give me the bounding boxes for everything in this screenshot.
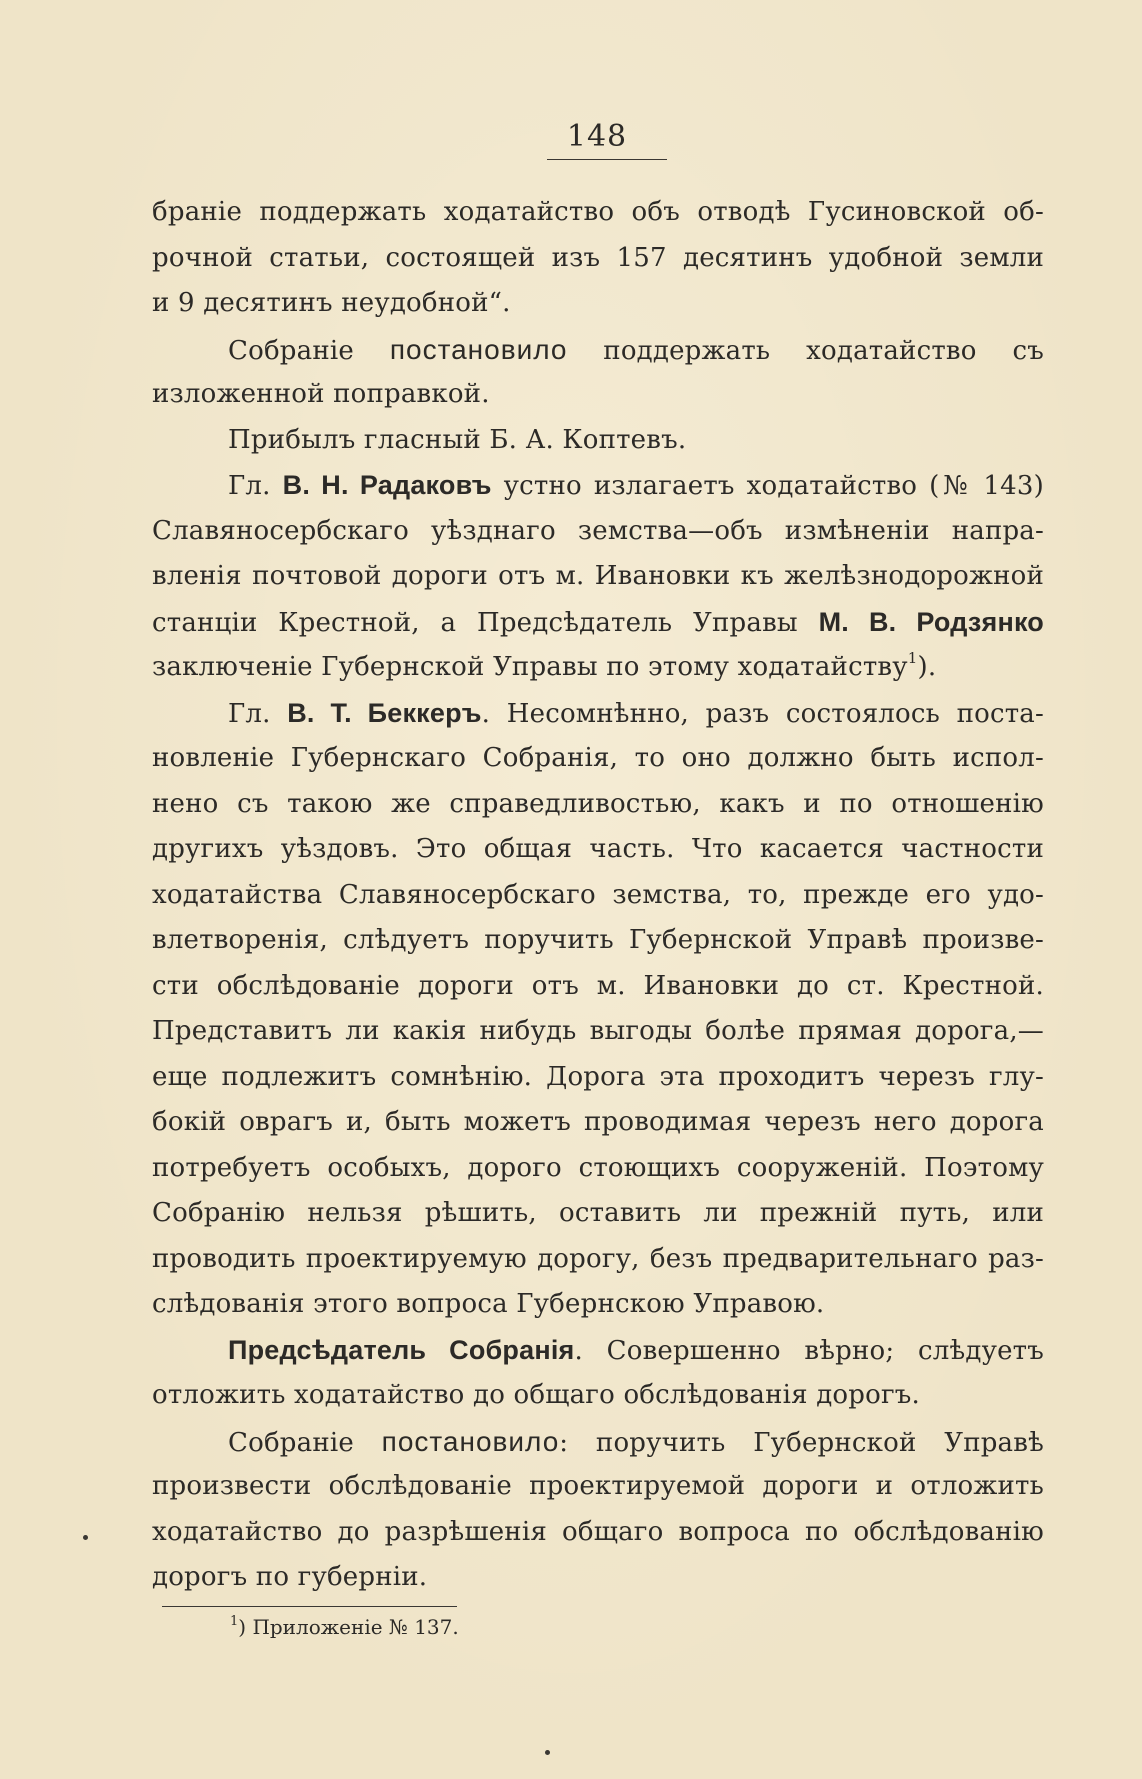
text-line xyxy=(152,1191,1044,1237)
resolution-keyword: постановило xyxy=(381,1425,560,1457)
footnote-marker: 1 xyxy=(230,1614,239,1629)
text-span: Представитъ ли какія нибудь выгоды болѣе прямая дорога,— xyxy=(152,1016,1044,1046)
text-span: заключеніе Губернской Управы по этому ходатайству xyxy=(152,652,908,682)
text-line xyxy=(152,190,1044,236)
text-span: изложенной поправкой. xyxy=(152,379,490,409)
text-line xyxy=(152,372,1044,418)
text-line xyxy=(152,1100,1044,1146)
print-speck xyxy=(545,1750,550,1755)
text-span: новленіе Губернскаго Собранія, то оно должно быть испол- xyxy=(152,743,1044,773)
text-line xyxy=(152,1464,1044,1510)
text-span: ). xyxy=(917,652,937,682)
text-span: Славяносербскаго уѣзднаго земства—объ измѣненіи напра- xyxy=(152,515,1044,546)
resolution-keyword: постановило xyxy=(389,333,568,365)
text-line xyxy=(152,964,1044,1010)
text-span: нено съ такою же справедливостью, какъ и по отношенію xyxy=(152,788,1044,819)
text-span: ходатайства Славяносербскаго земства, то, прежде его удо- xyxy=(152,879,1044,910)
text-line xyxy=(152,918,1044,964)
text-line xyxy=(152,1146,1044,1192)
text-span: . Совершенно вѣрно; слѣдуетъ xyxy=(574,1335,1044,1366)
speaker-name: В. Н. Радаковъ xyxy=(282,470,492,500)
page-number: 148 xyxy=(566,119,628,154)
text-line xyxy=(152,1055,1044,1101)
text-span: Собраніе xyxy=(228,335,390,366)
text-span: дорогъ по губерніи. xyxy=(152,1562,428,1592)
text-span: Прибылъ гласный Б. А. Коптевъ. xyxy=(228,424,687,455)
text-line xyxy=(152,1328,1044,1374)
text-line xyxy=(152,1282,1044,1328)
text-span: проводить проектируемую дорогу, безъ предварительнаго раз- xyxy=(152,1243,1044,1274)
text-line xyxy=(152,1009,1044,1055)
text-span: поддержать ходатайство съ xyxy=(567,335,1044,366)
text-line xyxy=(152,1419,1044,1465)
text-span: вленія почтовой дороги отъ м. Ивановки къ желѣзнодорожной xyxy=(152,561,1044,591)
text-span: : поручить Губернской Управѣ xyxy=(559,1427,1044,1458)
text-span: устно излагаетъ ходатайство (№ 143) xyxy=(491,471,1045,501)
text-line xyxy=(152,509,1044,555)
speaker-name: Предсѣдатель Собранія xyxy=(228,1334,575,1365)
text-span: Собранію нельзя рѣшить, оставить ли прежній путь, или xyxy=(152,1198,1044,1228)
text-line xyxy=(152,554,1044,600)
text-span: Собраніе xyxy=(228,1427,382,1458)
text-line xyxy=(152,1510,1044,1556)
text-line xyxy=(152,327,1044,373)
text-span: влетворенія, слѣдуетъ поручить Губернской Управѣ произве- xyxy=(152,925,1044,955)
text-span: другихъ уѣздовъ. Это общая часть. Что касается частности xyxy=(152,834,1044,864)
speaker-name: М. В. Родзянко xyxy=(818,606,1044,637)
text-span: рочной статьи, состоящей изъ 157 десятинъ удобной земли xyxy=(152,242,1044,273)
text-line xyxy=(152,1373,1044,1419)
text-span: и 9 десятинъ неудобной“. xyxy=(152,288,511,318)
text-span: Гл. xyxy=(228,698,288,729)
footnote-text: ) Приложеніе № 137. xyxy=(238,1615,459,1639)
body-text xyxy=(152,190,1044,1601)
text-span: произвести обслѣдованіе проектируемой дороги и отложить xyxy=(152,1471,1044,1501)
text-span: еще подлежитъ сомнѣнію. Дорога эта проходитъ черезъ глу- xyxy=(152,1061,1044,1092)
page-number-rule xyxy=(547,159,667,160)
text-line xyxy=(152,736,1044,782)
text-line xyxy=(152,463,1044,509)
footnote-rule xyxy=(162,1606,457,1607)
text-span: . Несомнѣнно, разъ состоялось поста- xyxy=(481,698,1044,729)
text-span: сти обслѣдованіе дороги отъ м. Ивановки до ст. Крестной. xyxy=(152,970,1044,1001)
text-line xyxy=(152,873,1044,919)
text-line xyxy=(152,600,1044,646)
footnote xyxy=(230,1612,459,1642)
text-line xyxy=(152,281,1044,327)
text-span: слѣдованія этого вопроса Губернскою Управою. xyxy=(152,1289,825,1319)
text-line xyxy=(152,1555,1044,1601)
text-span: браніе поддержать ходатайство объ отводѣ Гусиновской об- xyxy=(152,197,1044,227)
text-span: бокій оврагъ и, быть можетъ проводимая черезъ него дорога xyxy=(152,1107,1044,1137)
print-speck xyxy=(83,1535,88,1540)
speaker-name: В. Т. Беккеръ xyxy=(287,697,482,728)
text-line xyxy=(152,645,1044,691)
text-line xyxy=(152,1237,1044,1283)
text-line xyxy=(152,782,1044,828)
text-span: Гл. xyxy=(228,471,283,501)
footnote-ref: 1 xyxy=(907,649,918,667)
text-line xyxy=(152,827,1044,873)
text-line xyxy=(152,236,1044,282)
text-span: ходатайство до разрѣшенія общаго вопроса по обслѣдованію xyxy=(152,1516,1044,1547)
text-line xyxy=(152,691,1044,737)
text-span: потребуетъ особыхъ, дорого стоющихъ сооруженій. Поэтому xyxy=(152,1152,1044,1183)
text-line xyxy=(152,418,1044,464)
text-span: станціи Крестной, а Предсѣдатель Управы xyxy=(152,607,819,638)
text-span: отложить ходатайство до общаго обслѣдованія дорогъ. xyxy=(152,1380,921,1410)
